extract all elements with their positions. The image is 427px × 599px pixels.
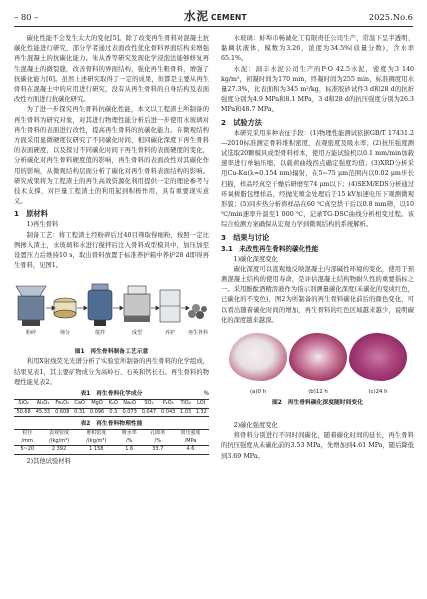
step-label: 搅拌 bbox=[94, 330, 106, 337]
subfigure-label: (c)24 h bbox=[368, 389, 388, 396]
table-1-chemical-composition: SiO₂ Al₂O₃ Fe₂O₃ CaO MgO K₂O Na₂O SO₃ P₂O₅ TiO₂ LOI 50.68 45.33 0.608 0.31 0.096 0.3 0.073 0.047 0.043 1.03 1.32 bbox=[14, 399, 209, 417]
subsection-heading: 1)碳化深度变化 bbox=[233, 255, 278, 263]
subsection-heading: 2)碳化强度变化 bbox=[233, 422, 278, 430]
paragraph: 本研究采用多种表征手段：(1)物理性能测试依据GB/T 17431.2—2010标准测定骨料堆积密度、表观密度及吸水率；(2)抗压强度测试选取20颗模具成型骨料样本，使用万能试验机以0.1 mm/min加载速率进行单轴压缩，以载荷曲线拐点确定强度均值；(3)XRD分析采用Cu-Kα(λ=0.154 nm)辐射，在5~75 μm范围内以0.02 μm步长扫描，样品经真空干燥后研磨至74 μm以下；(4)SEM/EDS分析通过环氧树脂包埋样品，经抛光喷金处理后于15 kV加速电压下观测微观形貌；(5)同步热分析将样品在60 ℃真空烘干后以0.8 mm筛，以10 ℃/min速率升温至1 000 ℃，记录TG-DSC曲线分析相变过程。该综合检测方案确保从宏观力学到微观结构的系统解析。 bbox=[221, 129, 414, 229]
subsection-heading: 3.1 未改性再生骨料的碳化性能 bbox=[221, 244, 319, 253]
table-1-unit: % bbox=[203, 391, 209, 398]
table-2-physical-properties: 粒径 /mm 表观密度 /(kg/m³) 堆积密度 /(kg/m³) 吸水率 /% 孔隙率 /% 筒压强度 /MPa 5~20 2 392 1 158 1.6 33.7 4.6 bbox=[14, 429, 209, 455]
paragraph: 水泥：洞丰水泥公司生产的P·O 42.5水泥，密度为3 140 kg/m³，初凝时间为170 min，终凝时间为255 min，标准稠度用水量27.3%，比表面积为345 m²/kg，标准胶砂试件3 d和28 d的抗折强度分别为4.9 MPa和8.1 MPa，3 d和28 d的抗压强度分别为26.3 MPa和48.7 MPa。 bbox=[221, 65, 414, 114]
subsection-heading: 1)再生骨料 bbox=[26, 221, 59, 229]
process-illustration bbox=[14, 274, 209, 340]
table-2-caption: 表2 再生骨料物理性能 bbox=[80, 421, 143, 428]
crusher-machine-icon bbox=[16, 286, 46, 326]
journal-logo bbox=[184, 8, 247, 24]
left-column bbox=[14, 34, 209, 467]
figure-1-process-diagram bbox=[14, 274, 209, 348]
page-number: – 80 – bbox=[14, 12, 39, 22]
header-rule bbox=[14, 26, 413, 27]
mold-icon bbox=[124, 286, 150, 322]
paragraph: 碳化深度可以直观地反映混凝土内部碱性环境的变化，使用于预测混凝土结构的使用寿命，是评估混凝土结构物耐久性的重要指标之一。采用酚酞酒精溶液作为指示剂测量碳化深度(未碳化的变成红色，已碳化的不变色)，图2为所制备的再生骨料碳化前后的颜色变化，可以看出随着碳化时间的增加，再生骨料的红色区域越来越少，说明碳化的深度越来越深。 bbox=[221, 265, 414, 324]
aggregate-pile-icon bbox=[188, 304, 207, 319]
figure-2-caption: 图2 再生骨料碳化深度随时间变化 bbox=[272, 400, 363, 407]
section-heading: 1 原材料 bbox=[14, 209, 48, 219]
right-column bbox=[221, 34, 414, 462]
issue-number: 2025.No.6 bbox=[368, 12, 413, 22]
journal-logo-cn: 水泥 bbox=[184, 9, 209, 23]
mixer-icon bbox=[88, 284, 112, 326]
aggregate-section-photo bbox=[229, 333, 287, 381]
curing-box-icon bbox=[160, 290, 180, 322]
figure-2-carbonation-photos bbox=[221, 329, 414, 421]
step-label: 成型 bbox=[131, 330, 143, 337]
aggregate-section-photo bbox=[289, 333, 347, 381]
table-1-caption: 表1 再生骨料化学成分 % bbox=[80, 391, 209, 398]
paragraph: 利用X射线荧光光谱分析了实验室所制备的再生骨料的化学组成，结果见表1，其主要矿物成分为高岭石、石英和钙长石。再生骨料的物理性能见表2。 bbox=[14, 358, 209, 386]
paragraph: 制备工艺：将工程渣土经粉碎后过40目筛取得细粉，按照一定比例掺入渣土，水玻璃和水进行搅拌后注入骨料成型模具中，加压加至设置压力后维持10 s，取出骨料放置于标准养护箱中养护28 d即得再生骨料，见图1。 bbox=[14, 231, 209, 270]
paragraph: 将骨料分别进行不同时间碳化，随着碳化时间的延长，再生骨料的抗压强度从未碳化前的3.53 MPa，先增加到4.61 MPa，随后降低到3.69 MPa。 bbox=[221, 432, 414, 460]
step-label: 粉碎 bbox=[25, 330, 37, 337]
table-row: 5~20 2 392 1 158 1.6 33.7 4.6 bbox=[14, 446, 209, 455]
table-row: 50.68 45.33 0.608 0.31 0.096 0.3 0.073 0.047 0.043 1.03 1.32 bbox=[14, 408, 209, 417]
subsection-heading: 2)其他试验材料 bbox=[26, 457, 71, 465]
subfigure-label: (b)12 h bbox=[308, 389, 328, 396]
journal-logo-en: CEMENT bbox=[211, 13, 247, 22]
figure-1-caption: 图1 再生骨料制备工艺示意 bbox=[74, 349, 149, 356]
step-label: 养护 bbox=[164, 330, 176, 337]
section-heading: 3 结果与讨论 bbox=[221, 232, 270, 242]
paragraph: 碳化性能不会发生太大的变化[5]。除了改变再生骨料对混凝土抗碳化性能进行研究，部分学者通过表面改性优化骨料界面结构来增强再生混凝土的抗碳化能力。朱从香等研究发现化学浸泡法能够修复再生混凝土的微裂缝，改善骨料的界面结构，强化再生粗骨料，增强了抗碳化能力[6]。虽然上述研究取得了一定的成果，但都是主要从再生骨料在混凝土中的应用进行研究，没有从再生骨料的自身结构及表面改性方面进行抗碳化研究。 bbox=[14, 35, 209, 104]
paragraph: 水玻璃：蚌埠市畅诚化工有限责任公司生产，常温下呈半透明、黏稠状液体，模数为3.26，浓度为34.5%(质量分数)，含水率65.1%。 bbox=[221, 35, 414, 63]
subfigure-label: (a)0 h bbox=[249, 389, 267, 396]
aggregate-section-photo bbox=[349, 333, 407, 381]
step-label: 再生骨料 bbox=[187, 330, 209, 337]
sieve-icon bbox=[54, 298, 76, 318]
paragraph: 为了进一步探究再生骨料抗碳化性能，本文以工程渣土所制备的再生骨料为研究对象，对其进行物理性能分析后进一步使用水玻璃对再生骨料的表面进行改性，提高再生骨料的抗碳化能力。在微观结构方面采用显微硬度仪研究了不同碳化时间、相同碳化深度下再生骨料的表面硬度，以及探讨不同碳化时间下再生骨料的表面硬度的变化，分析碳化对再生骨料硬度值的影响，再生骨料的表面改性对其碳化作用的影响，从微观结构层面分析了碳化对再生骨料表面结构的影响。研究成果将为工程渣土的再生高效资源化利用提供一定的理论参考与技术支撑，对巨量工程渣土的利用起到积极作用，具有重要现实意义。 bbox=[14, 106, 209, 206]
step-label: 筛分 bbox=[59, 330, 71, 337]
section-heading: 2 试验方法 bbox=[221, 117, 262, 127]
